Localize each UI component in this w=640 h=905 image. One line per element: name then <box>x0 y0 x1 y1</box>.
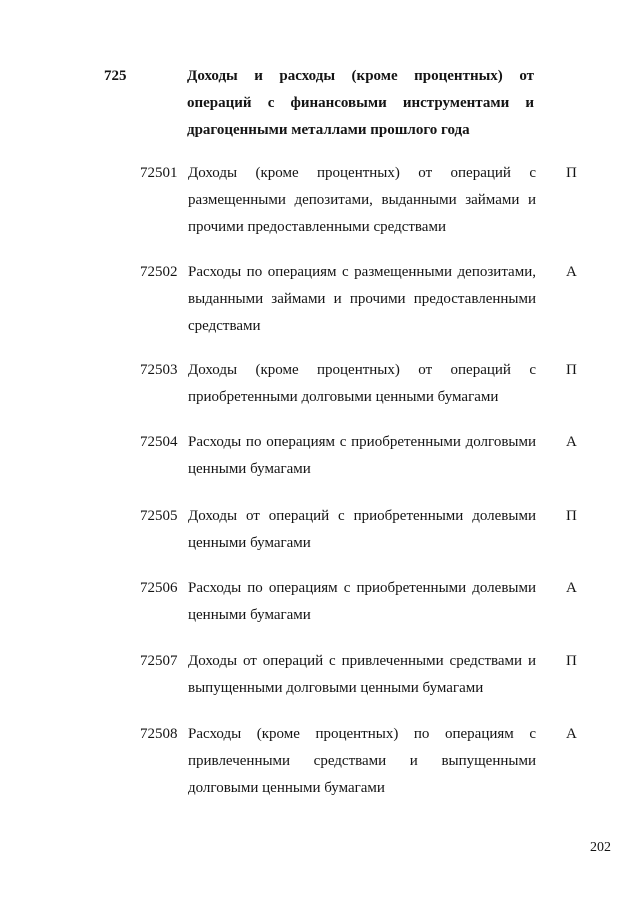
account-description: Доходы от операций с приобретенными долевыми ценными бумагами <box>188 508 536 551</box>
page-number: 202 <box>590 840 611 855</box>
account-description: Расходы (кроме процентных) по операциям с привлеченными средствами и выпущенными долговыми ценными бумагами <box>188 726 536 796</box>
account-description: Доходы от операций с привлеченными средствами и выпущенными долговыми ценными бумагами <box>188 653 536 696</box>
account-type: А <box>566 264 577 280</box>
account-code: 72507 <box>140 653 178 669</box>
account-description: Доходы (кроме процентных) от операций с приобретенными долговыми ценными бумагами <box>188 362 536 405</box>
account-code: 72504 <box>140 434 178 450</box>
account-code: 72502 <box>140 264 178 280</box>
account-description: Расходы по операциям с приобретенными долговыми ценными бумагами <box>188 434 536 477</box>
section-title: Доходы и расходы (кроме процентных) от операций с финансовыми инструментами и драгоценными металлами прошлого года <box>187 68 534 138</box>
account-description: Расходы по операциям с размещенными депозитами, выданными займами и прочими предоставленными средствами <box>188 264 536 334</box>
account-type: П <box>566 653 577 669</box>
account-type: П <box>566 362 577 378</box>
account-type: А <box>566 580 577 596</box>
account-type: П <box>566 165 577 181</box>
account-code: 72508 <box>140 726 178 742</box>
account-type: П <box>566 508 577 524</box>
account-type: А <box>566 726 577 742</box>
account-description: Расходы по операциям с приобретенными долевыми ценными бумагами <box>188 580 536 623</box>
account-type: А <box>566 434 577 450</box>
account-code: 72506 <box>140 580 178 596</box>
account-code: 72501 <box>140 165 178 181</box>
account-code: 72503 <box>140 362 178 378</box>
section-code: 725 <box>104 68 127 84</box>
account-description: Доходы (кроме процентных) от операций с размещенными депозитами, выданными займами и прочими предоставленными средствами <box>188 165 536 235</box>
account-code: 72505 <box>140 508 178 524</box>
